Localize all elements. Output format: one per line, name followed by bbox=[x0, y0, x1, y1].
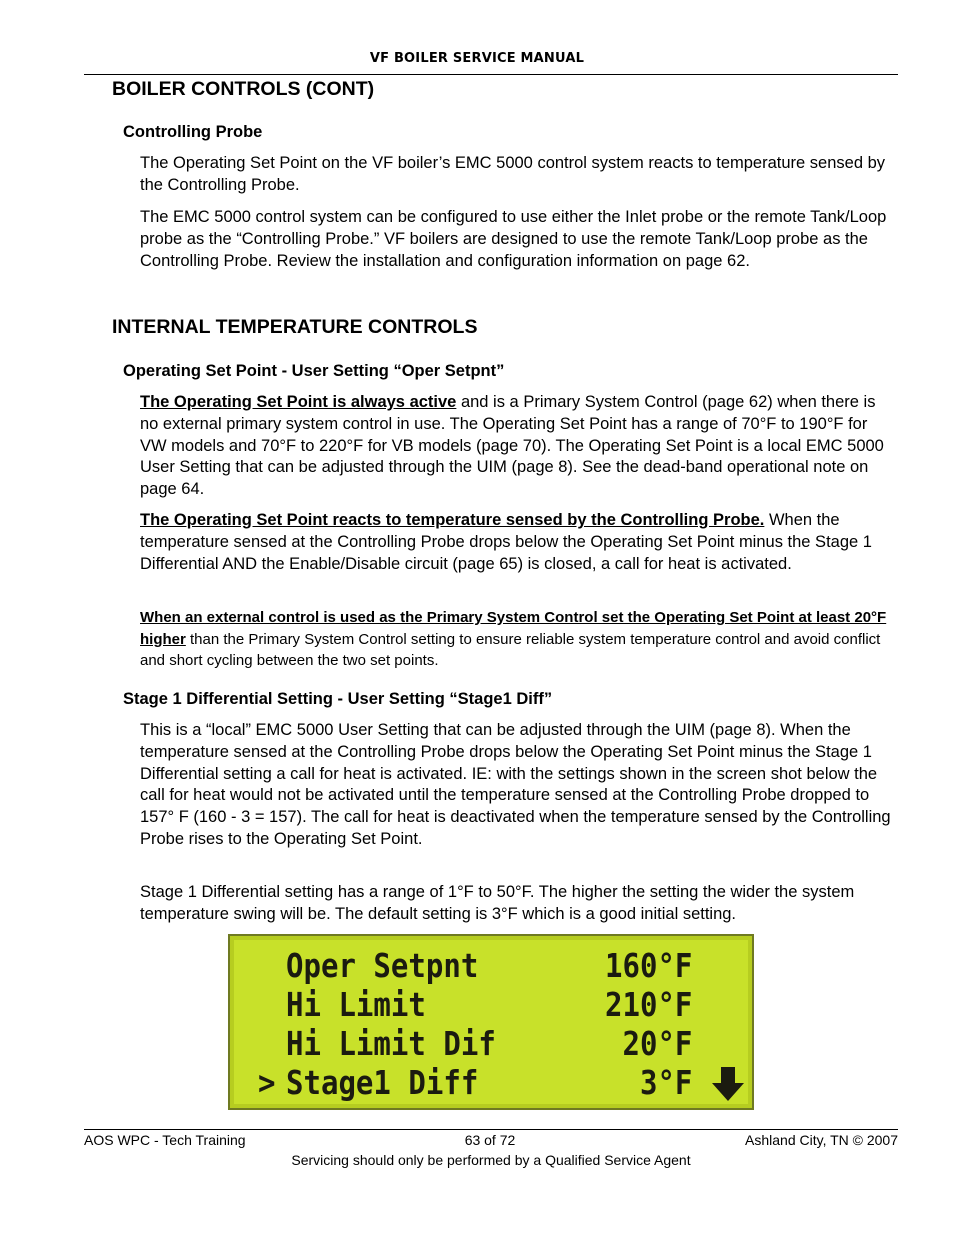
paragraph-stage1-diff-2: Stage 1 Differential setting has a range of 1°F to 50°F. The higher the setting the wider the system temperature swing will be. The default setting is 3°F which is a good initial setting. bbox=[140, 883, 855, 923]
paragraph-stage1-diff-1: This is a “local” EMC 5000 User Setting that can be adjusted through the UIM (page 8). When the temperature sensed at the Controlling Probe drops below the Operating Set Point minus the Stage 1 Differential setting a call for heat is activated. IE: with the settings shown in the screen shot below the call for heat would not be activated until the temperature sensed at the Controlling Probe dropped to 157° F (160 - 3 = 157). The call for heat is deactivated when the temperature sensed by the Controlling Probe rises to the Operating Set Point. bbox=[140, 721, 891, 848]
lcd-label: Hi Limit Dif bbox=[286, 1024, 496, 1063]
body-text: and is a Primary System Control (page 62) when there is no external primary system control in use. The Operating Set Point has a range of 70°F to 190°F for VW models and 70°F to 220°F for VB models (page 70). The Operating Set Point is a local EMC 5000 User Setting that can be adjusted through the UIM (page 8). See the dead-band operational note on page 64. bbox=[140, 393, 884, 499]
lcd-value: 160°F bbox=[605, 946, 693, 985]
paragraph-oper-setpoint-1 bbox=[140, 392, 896, 501]
header-rule bbox=[84, 74, 898, 75]
emphasis-text: The Operating Set Point is always active bbox=[140, 393, 457, 411]
lcd-value: 210°F bbox=[605, 985, 693, 1024]
lcd-screenshot bbox=[228, 934, 754, 1110]
paragraph-controlling-probe-1: The Operating Set Point on the VF boiler’s EMC 5000 control system reacts to temperature sensed by the Controlling Probe. bbox=[140, 154, 886, 194]
footer-right: Ashland City, TN © 2007 bbox=[745, 1132, 898, 1148]
subheading-stage1-diff: Stage 1 Differential Setting - User Setting “Stage1 Diff” bbox=[123, 690, 553, 708]
lcd-cursor: > bbox=[258, 1063, 276, 1102]
lcd-label: Oper Setpnt bbox=[286, 946, 479, 985]
emphasis-text: The Operating Set Point reacts to temperature sensed by the Controlling Probe. bbox=[140, 511, 765, 529]
section-heading-boiler-controls: BOILER CONTROLS (CONT) bbox=[112, 78, 375, 100]
lcd-value: 3°F bbox=[605, 1063, 693, 1102]
down-arrow-icon bbox=[710, 1065, 746, 1103]
lcd-label: Hi Limit bbox=[286, 985, 426, 1024]
lcd-label: Stage1 Diff bbox=[286, 1063, 479, 1102]
subheading-oper-setpoint: Operating Set Point - User Setting “Oper Setpnt” bbox=[123, 362, 505, 380]
paragraph-oper-setpoint-2 bbox=[140, 510, 896, 575]
emphasis-text: When an external control is used as the Primary System Control set the Operating Set Point at least 20°F higher bbox=[140, 609, 887, 648]
running-header: VF BOILER SERVICE MANUAL bbox=[369, 51, 585, 66]
body-text: When the temperature sensed at the Controlling Probe drops below the Operating Set Point minus the Stage 1 Differential AND the Enable/Disable circuit (page 65) is closed, a call for heat is activated. bbox=[140, 511, 872, 573]
page-number: 63 of 72 bbox=[464, 1132, 516, 1148]
subheading-controlling-probe: Controlling Probe bbox=[123, 123, 263, 141]
section-heading-internal-controls: INTERNAL TEMPERATURE CONTROLS bbox=[112, 316, 478, 338]
lcd-row bbox=[230, 946, 752, 986]
lcd-row-selected bbox=[230, 1063, 752, 1103]
paragraph-controlling-probe-2: The EMC 5000 control system can be configured to use either the Inlet probe or the remote Tank/Loop probe as the “Controlling Probe.” VF boilers are designed to use the remote Tank/Loop probe as the Controlling Probe. Review the installation and configuration information on page 62. bbox=[140, 208, 887, 270]
lcd-row bbox=[230, 1024, 752, 1064]
footer-left: AOS WPC - Tech Training bbox=[84, 1132, 246, 1148]
lcd-value: 20°F bbox=[605, 1024, 693, 1063]
footer-note: Servicing should only be performed by a Qualified Service Agent bbox=[291, 1152, 691, 1168]
footer-rule bbox=[84, 1129, 898, 1130]
lcd-row bbox=[230, 985, 752, 1025]
body-text: than the Primary System Control setting to ensure reliable system temperature control and avoid conflict and short cycling between the two set points. bbox=[140, 630, 881, 669]
paragraph-oper-setpoint-3 bbox=[140, 607, 896, 672]
